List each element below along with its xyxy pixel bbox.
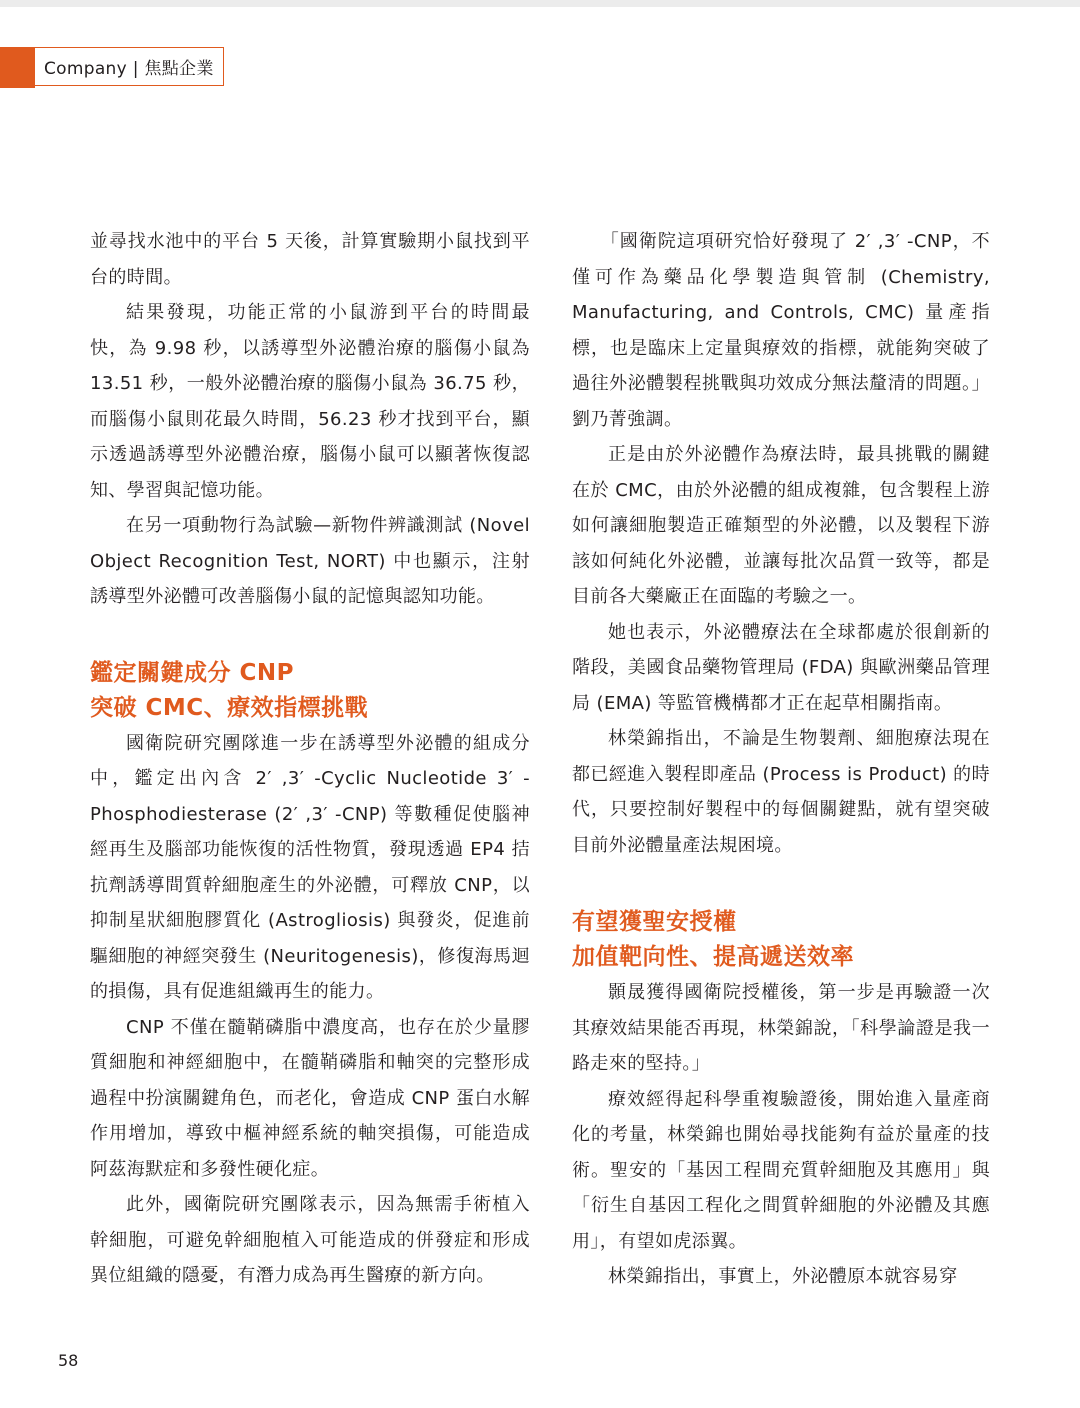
section-heading <box>572 899 990 975</box>
section-separator: | <box>132 59 139 79</box>
top-edge-bar <box>0 0 1080 7</box>
section-tab <box>35 47 224 86</box>
section-tab-marker <box>0 47 35 88</box>
paragraph: 結果發現，功能正常的小鼠游到平台的時間最快，為 9.98 秒，以誘導型外泌體治療的腦傷小鼠為 13.51 秒，一般外泌體治療的腦傷小鼠為 36.75 秒，而腦傷小鼠則花最久時間，56.23 秒才找到平台，顯示透過誘導型外泌體治療，腦傷小鼠可以顯著恢復認知、學習與記憶功能。 <box>90 302 530 501</box>
paragraph: 「國衛院這項研究恰好發現了 2′ ,3′ -CNP，不僅可作為藥品化學製造與管制 (Chemistry, Manufacturing, and Controls, CMC) 量產指標，也是臨床上定量與療效的指標，就能夠突破了過往外泌體製程挑戰與功效成分無法釐清的問題。」劉乃菁強調。 <box>572 231 990 430</box>
paragraph: CNP 不僅在髓鞘磷脂中濃度高，也存在於少量膠質細胞和神經細胞中，在髓鞘磷脂和軸突的完整形成過程中扮演關鍵角色，而老化，會造成 CNP 蛋白水解作用增加，導致中樞神經系統的軸突損傷，可能造成阿茲海默症和多發性硬化症。 <box>90 1016 530 1180</box>
heading-line: 突破 CMC、療效指標挑戰 <box>90 694 369 721</box>
heading-line: 加值靶向性、提高遞送效率 <box>572 944 854 970</box>
right-column <box>572 224 990 1295</box>
section-tab-label <box>44 54 214 79</box>
paragraph: 在另一項動物行為試驗—新物件辨識測試 (Novel Object Recognition Test, NORT) 中也顯示，注射誘導型外泌體可改善腦傷小鼠的記憶與認知功能。 <box>90 515 530 607</box>
heading-line: 有望獲聖安授權 <box>572 909 737 935</box>
section-heading <box>90 650 530 726</box>
page-number: 58 <box>58 1351 79 1370</box>
section-name: Company <box>44 59 127 79</box>
section-category: 焦點企業 <box>144 59 214 79</box>
paragraph: 林榮錦指出，不論是生物製劑、細胞療法現在都已經進入製程即產品 (Process is Product) 的時代，只要控制好製程中的每個關鍵點，就有望突破目前外泌體量產法規困境。 <box>572 728 990 856</box>
paragraph: 正是由於外泌體作為療法時，最具挑戰的關鍵在於 CMC，由於外泌體的組成複雜，包含製程上游如何讓細胞製造正確類型的外泌體，以及製程下游該如何純化外泌體，並讓每批次品質一致等，都是目前各大藥廠正在面臨的考驗之一。 <box>572 444 990 607</box>
paragraph: 此外，國衛院研究團隊表示，因為無需手術植入幹細胞，可避免幹細胞植入可能造成的併發症和形成異位組織的隱憂，有潛力成為再生醫療的新方向。 <box>90 1194 530 1286</box>
paragraph: 她也表示，外泌體療法在全球都處於很創新的階段，美國食品藥物管理局 (FDA) 與歐洲藥品管理局 (EMA) 等監管機構都才正在起草相關指南。 <box>572 621 990 714</box>
heading-line: 鑑定關鍵成分 CNP <box>90 659 294 686</box>
paragraph: 並尋找水池中的平台 5 天後，計算實驗期小鼠找到平台的時間。 <box>90 231 530 288</box>
left-column <box>90 224 530 1294</box>
paragraph: 顥晟獲得國衛院授權後，第一步是再驗證一次其療效結果能否再現，林榮錦說，「科學論證是我一路走來的堅持。」 <box>572 982 990 1074</box>
paragraph: 林榮錦指出，事實上，外泌體原本就容易穿 <box>608 1266 958 1287</box>
paragraph: 療效經得起科學重複驗證後，開始進入量產商化的考量，林榮錦也開始尋找能夠有益於量產的技術。聖安的「基因工程間充質幹細胞及其應用」與「衍生自基因工程化之間質幹細胞的外泌體及其應用」，有望如虎添翼。 <box>572 1088 990 1252</box>
paragraph: 國衛院研究團隊進一步在誘導型外泌體的組成分中，鑑定出內含 2′ ,3′ -Cyclic Nucleotide 3′ -Phosphodiesterase (2′ ,3′ -CNP) 等數種促使腦神經再生及腦部功能恢復的活性物質，發現透過 EP4 拮抗劑誘導間質幹細胞產生的外泌體，可釋放 CNP，以抑制星狀細胞膠質化 (Astrogliosis) 與發炎，促進前驅細胞的神經突發生 (Neuritogenesis)，修復海馬迴的損傷，具有促進組織再生的能力。 <box>90 732 530 1002</box>
